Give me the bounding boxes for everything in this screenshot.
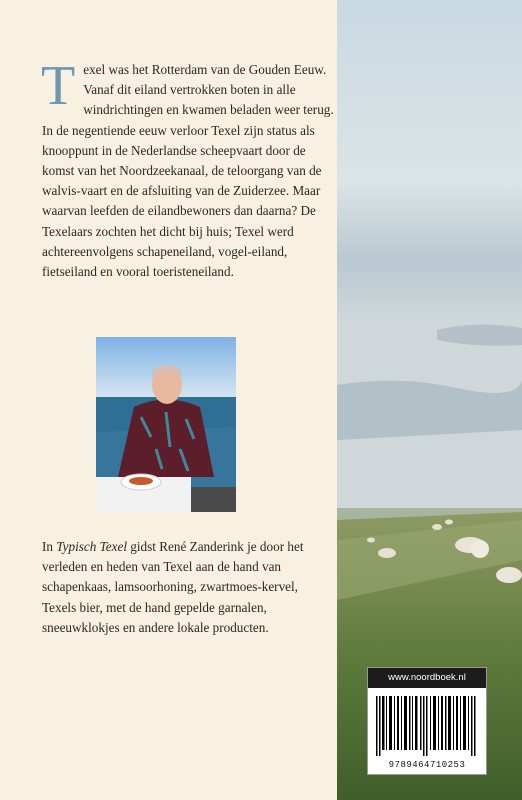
isbn-number: 9789464710253 bbox=[388, 760, 466, 770]
cover-blurb-details bbox=[42, 537, 332, 638]
drop-cap: T bbox=[41, 55, 76, 117]
book-title: Typisch Texel bbox=[56, 539, 127, 554]
intro-text: exel was het Rotterdam van de Gouden Eeuw. Vanaf dit eiland vertrokken boten in alle windrichtingen en kwamen beladen weer terug. In de negentiende eeuw verloor Texel zijn status als knooppunt in de Nederlandse scheepvaart door de komst van het Noordzeekanaal, de teloorgang van de walvis-vaart en de afsluiting van de Zuiderzee. Maar waarvan leefden de eilandbewoners dan daarna? De Texelaars zochten het dicht bij huis; Texel werd achtereenvolgens schapeneiland, vogel-eiland, fietseiland en vooral toeristeneiland. bbox=[42, 62, 334, 280]
cover-blurb-intro bbox=[41, 55, 334, 282]
author-photo bbox=[96, 337, 236, 512]
publisher-url: www.noordboek.nl bbox=[368, 668, 486, 688]
isbn-barcode bbox=[376, 696, 478, 756]
barcode-box bbox=[367, 667, 487, 775]
blurb-prefix: In bbox=[42, 539, 57, 554]
blurb-details-text: gidst René Zanderink je door het verleden en heden van Texel aan de hand van schapenkaas, lamsoorhoning, zwartmoes-kervel, Texels bier, met de hand gepelde garnalen, sneeuwklokjes en andere lokale producten. bbox=[42, 539, 304, 635]
